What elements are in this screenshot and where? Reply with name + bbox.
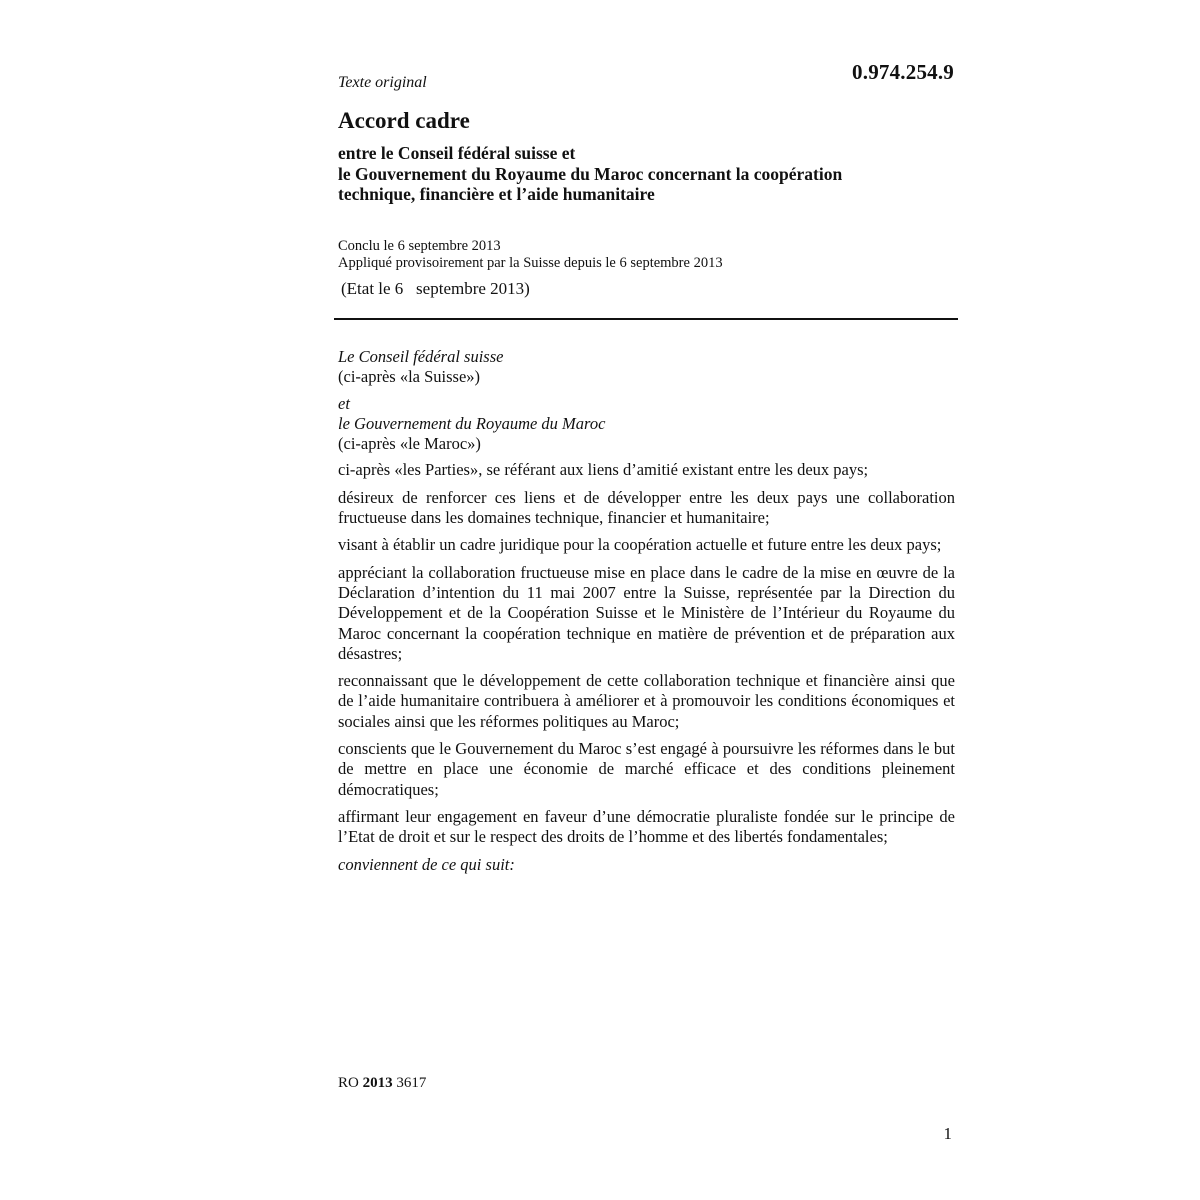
sr-number: 0.974.254.9 (852, 60, 954, 84)
party-maroc-name: le Gouvernement du Royaume du Maroc (338, 413, 606, 433)
header-divider (334, 318, 958, 320)
party-suisse (338, 347, 955, 388)
ro-year: 2013 (362, 1075, 393, 1091)
subtitle-line: technique, financière et l’aide humanitaire (338, 184, 655, 204)
conclu-date: Conclu le 6 septembre 2013 (338, 238, 501, 254)
texte-original-label: Texte original (338, 74, 427, 91)
ro-reference (338, 1075, 426, 1092)
applique-date: Appliqué provisoirement par la Suisse depuis le 6 septembre 2013 (338, 255, 723, 271)
page-number: 1 (943, 1124, 952, 1143)
preamble-paragraph: ci-après «les Parties», se référant aux liens d’amitié existant entre les deux pays; (338, 460, 869, 480)
subtitle-line: entre le Conseil fédéral suisse et (338, 143, 576, 163)
document-title: Accord cadre (338, 108, 470, 133)
document-subtitle (338, 143, 958, 205)
preamble-paragraph: reconnaissant que le développement de cette collaboration technique et financière ainsi que de l’aide humanitaire contribuera à améliorer et à promouvoir les conditions économiques et sociales ainsi que les réformes politiques au Maroc; (338, 671, 955, 731)
party-maroc-alias: (ci-après «le Maroc») (338, 434, 481, 454)
preamble-paragraph: visant à établir un cadre juridique pour la coopération actuelle et future entre les deux pays; (338, 535, 942, 555)
preamble-paragraph: appréciant la collaboration fructueuse mise en place dans le cadre de la mise en œuvre de la Déclaration d’intention du 11 mai 2007 entre la Suisse, représentée par la Direction du Développement et de la Coopération Suisse et le Ministère de l’Intérieur du Royaume du Maroc concernant la coopération technique en matière de prévention et de préparation aux désastres; (338, 562, 955, 663)
ro-prefix: RO (338, 1075, 359, 1091)
preamble-paragraph: affirmant leur engagement en faveur d’une démocratie pluraliste fondée sur le principe de l’Etat de droit et sur le respect des droits de l’homme et des libertés fondamentales; (338, 806, 955, 847)
dates-block (338, 238, 723, 272)
preamble (338, 347, 955, 882)
ro-page: 3617 (396, 1075, 427, 1091)
subtitle-line: le Gouvernement du Royaume du Maroc concernant la coopération (338, 163, 843, 184)
party-suisse-name: Le Conseil fédéral suisse (338, 347, 504, 366)
closing-formula: conviennent de ce qui suit: (338, 854, 515, 874)
conjunction-et: et (338, 393, 350, 413)
preamble-paragraph: désireux de renforcer ces liens et de développer entre les deux pays une collaboration fructueuse dans les domaines technique, financier et humanitaire; (338, 487, 955, 528)
preamble-paragraph: conscients que le Gouvernement du Maroc s’est engagé à poursuivre les réformes dans le but de mettre en place une économie de marché efficace et des conditions pleinement démocratiques; (338, 739, 955, 799)
etat-date: (Etat le 6 septembre 2013) (341, 279, 530, 298)
party-maroc (338, 394, 955, 455)
party-suisse-alias: (ci-après «la Suisse») (338, 367, 481, 387)
